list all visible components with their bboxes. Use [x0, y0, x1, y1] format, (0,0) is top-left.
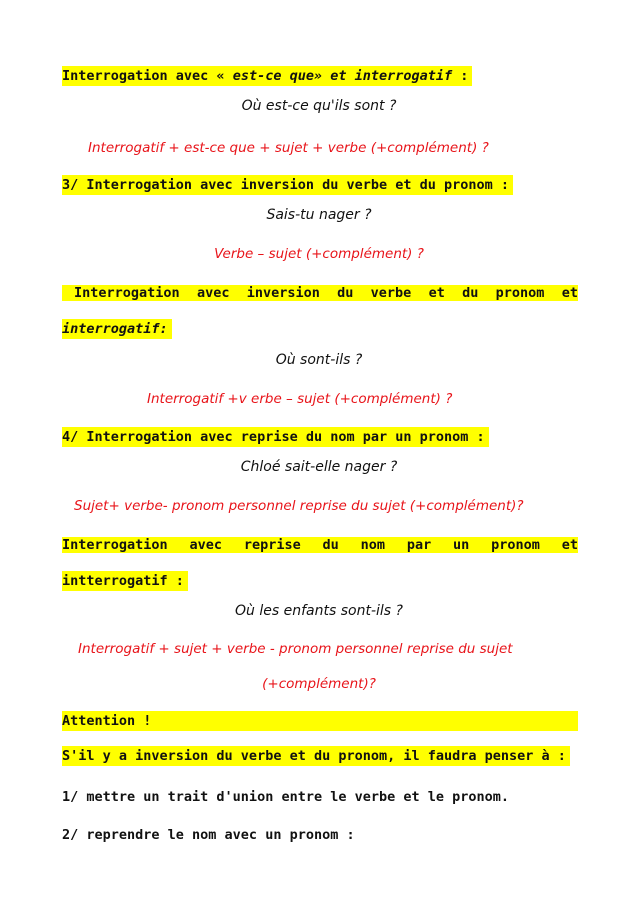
example-sentence: Où sont-ils ?: [275, 352, 363, 368]
word: du: [337, 285, 354, 301]
heading-text-post: :: [452, 68, 469, 84]
word: et: [561, 537, 578, 553]
rule-formula: Sujet+ verbe- pronom personnel reprise du sujet (+complément)?: [74, 498, 524, 514]
subheading-reprise-interrogatif: [62, 537, 578, 553]
attention-instruction: [62, 748, 570, 764]
word: avec: [196, 285, 230, 301]
section-heading-3-text: 3/ Interrogation avec inversion du verbe et du pronom :: [62, 175, 513, 195]
attention-instruction-text: S'il y a inversion du verbe et du pronom, il faudra penser à :: [62, 746, 570, 766]
word: Interrogation: [74, 285, 180, 301]
subheading-inversion-interrogatif: [62, 285, 578, 301]
example-sentence: Où les enfants sont-ils ?: [235, 603, 403, 619]
section-heading-3: [62, 177, 513, 193]
list-item-2: 2/ reprendre le nom avec un pronom :: [62, 827, 355, 843]
attention-heading: [62, 711, 578, 731]
word: inversion: [246, 285, 320, 301]
subheading-continuation: [62, 321, 172, 337]
list-item-1: 1/ mettre un trait d'union entre le verbe et le pronom.: [62, 789, 510, 805]
heading-interrogation-est-ce-que-interrogatif: [62, 68, 472, 84]
subheading-continuation-text: intterrogatif :: [62, 571, 188, 591]
word: du: [462, 285, 479, 301]
word: un: [453, 537, 470, 553]
rule-formula: Interrogatif + est-ce que + sujet + verbe (+complément) ?: [88, 140, 489, 156]
word: et: [428, 285, 445, 301]
word: Interrogation: [62, 537, 168, 553]
section-heading-4-text: 4/ Interrogation avec reprise du nom par un pronom :: [62, 427, 489, 447]
subheading-continuation-text: interrogatif:: [62, 319, 172, 339]
subheading-continuation: [62, 573, 188, 589]
word: pronom: [491, 537, 540, 553]
rule-formula-continuation: (+complément)?: [262, 676, 376, 692]
section-heading-4: [62, 429, 489, 445]
heading-text-space: [322, 68, 330, 84]
word: avec: [189, 537, 222, 553]
heading-text-pre: Interrogation avec «: [62, 68, 233, 84]
heading-text-italic-2: et interrogatif: [330, 68, 453, 84]
word: reprise: [243, 537, 301, 553]
word: et: [561, 285, 578, 301]
example-sentence: Sais-tu nager ?: [266, 207, 372, 223]
word: du: [322, 537, 339, 553]
example-sentence: Chloé sait-elle nager ?: [240, 459, 398, 475]
word: nom: [360, 537, 385, 553]
attention-heading-text: Attention !: [62, 711, 578, 731]
word: verbe: [370, 285, 412, 301]
word: par: [406, 537, 432, 553]
rule-formula: Verbe – sujet (+complément) ?: [214, 246, 424, 262]
example-sentence: Où est-ce qu'ils sont ?: [241, 98, 397, 114]
rule-formula: Interrogatif + sujet + verbe - pronom personnel reprise du sujet: [78, 641, 513, 657]
heading-highlight: [62, 66, 472, 86]
word: pronom: [495, 285, 545, 301]
heading-text-italic: est-ce que»: [232, 68, 323, 84]
rule-formula: Interrogatif +v erbe – sujet (+complément) ?: [147, 391, 453, 407]
